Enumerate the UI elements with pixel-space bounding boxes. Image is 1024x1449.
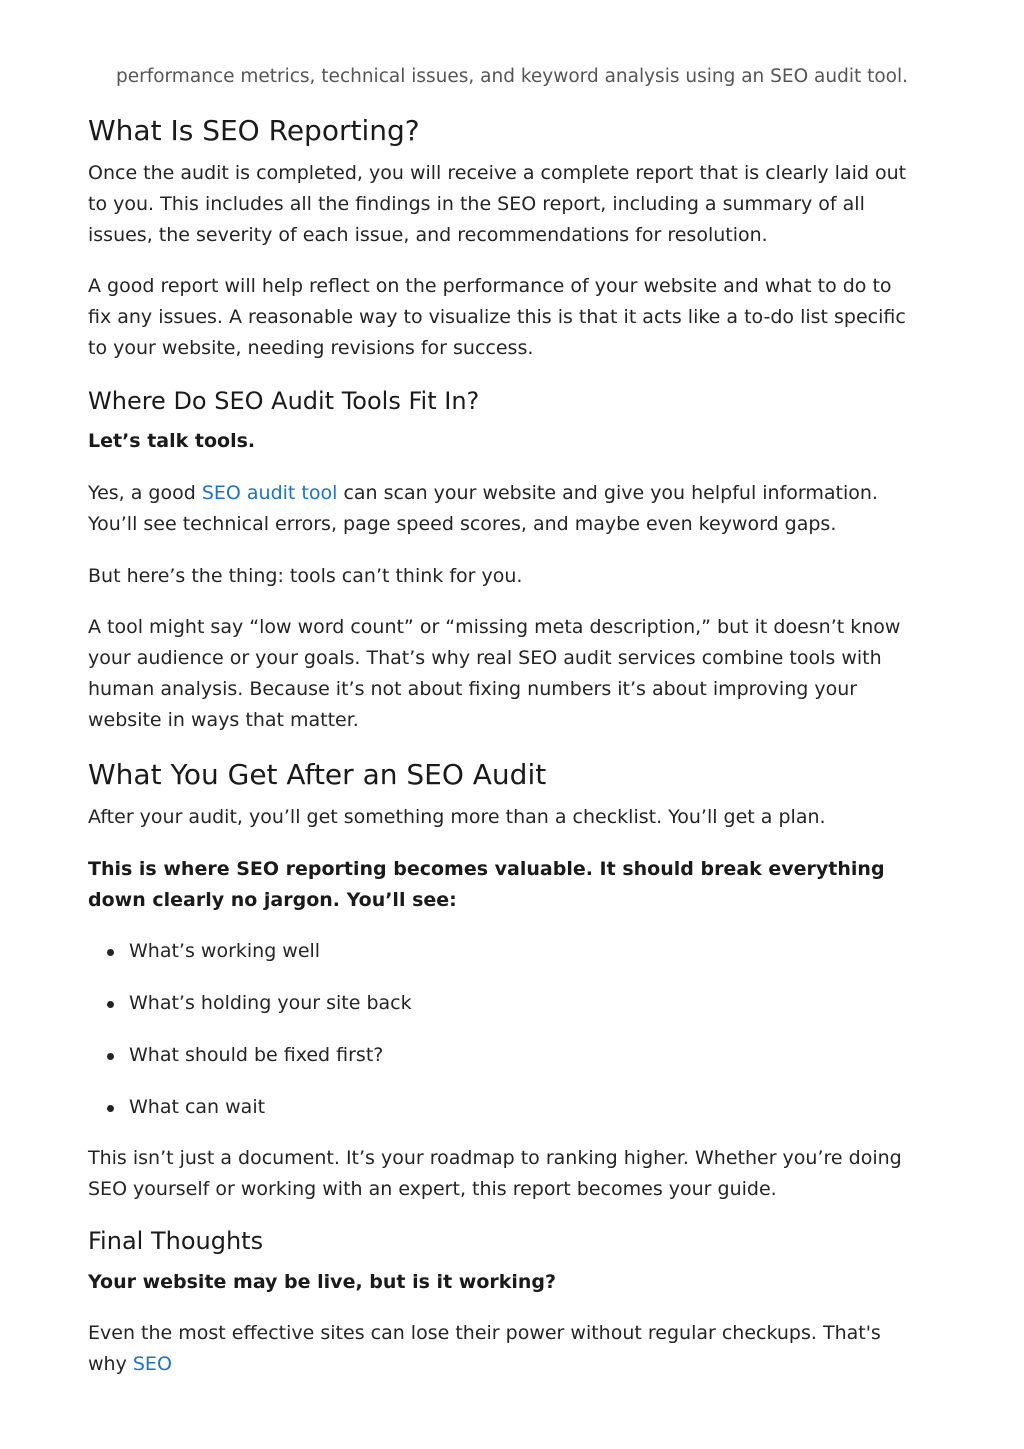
after-paragraph-1: After your audit, you’ll get something more than a checklist. You’ll get a plan.: [88, 806, 826, 828]
heading-audit-tools: Where Do SEO Audit Tools Fit In?: [88, 387, 480, 415]
heading-seo-reporting: What Is SEO Reporting?: [88, 114, 420, 147]
final-paragraph-1-start: Even the most effective sites can lose their power without regular checkups. That's why: [88, 1322, 881, 1375]
tools-paragraph-1-start: Yes, a good: [88, 482, 202, 504]
reporting-paragraph-2: A good report will help reflect on the performance of your website and what to do to fix any issues. A reasonable way to visualize this is that it acts like a to-do list specific to your website, needing revisions for success.: [88, 275, 906, 359]
final-lead: Your website may be live, but is it working?: [88, 1271, 557, 1293]
tools-paragraph-2: But here’s the thing: tools can’t think for you.: [88, 565, 523, 587]
image-caption: performance metrics, technical issues, and keyword analysis using an SEO audit tool.: [115, 66, 909, 87]
after-paragraph-2: This isn’t just a document. It’s your roadmap to ranking higher. Whether you’re doing SEO yourself or working with an expert, this report becomes your guide.: [88, 1147, 902, 1200]
list-item: What can wait: [88, 1092, 920, 1123]
reporting-paragraph-1: Once the audit is completed, you will receive a complete report that is clearly laid out to you. This includes all the findings in the SEO report, including a summary of all issues, the severity of each issue, and recommendations for resolution.: [88, 162, 907, 246]
heading-final-thoughts: Final Thoughts: [88, 1227, 264, 1255]
list-item: What’s working well: [88, 936, 920, 967]
tools-lead: Let’s talk tools.: [88, 430, 256, 452]
heading-after-audit: What You Get After an SEO Audit: [88, 758, 547, 791]
tools-paragraph-1: [88, 478, 920, 540]
list-item: What’s holding your site back: [88, 988, 920, 1019]
after-bullet-list: [88, 936, 920, 1123]
seo-link[interactable]: SEO: [132, 1353, 172, 1375]
seo-audit-tool-link[interactable]: SEO audit tool: [201, 482, 338, 504]
final-paragraph-1: [88, 1318, 920, 1380]
tools-paragraph-1-end: can scan your website and give you helpful information. You’ll see technical errors, page speed scores, and maybe even keyword gaps.: [88, 482, 878, 535]
tools-paragraph-3: A tool might say “low word count” or “missing meta description,” but it doesn’t know your audience or your goals. That’s why real SEO audit services combine tools with human analysis. Because it’s not about fixing numbers it’s about improving your website in ways that matter.: [88, 616, 901, 731]
after-lead: This is where SEO reporting becomes valuable. It should break everything down clearly no jargon. You’ll see:: [88, 858, 885, 911]
list-item: What should be fixed first?: [88, 1040, 920, 1071]
